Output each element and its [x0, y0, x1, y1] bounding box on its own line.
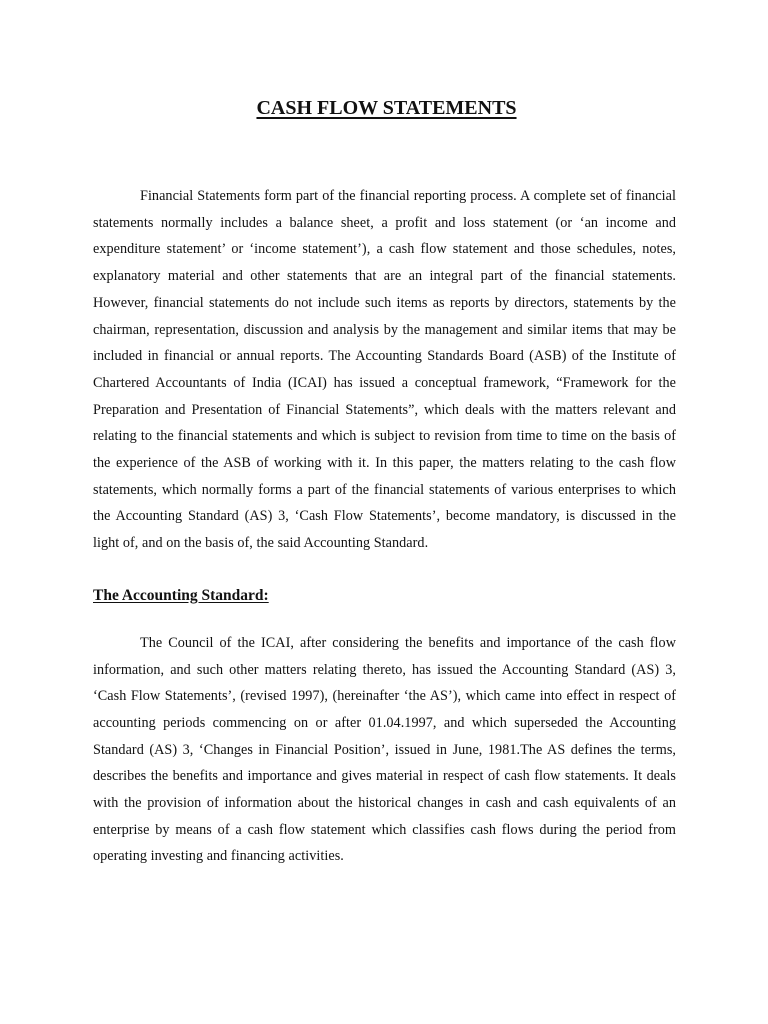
document-page	[93, 94, 676, 870]
section-heading-text: The Accounting Standard:	[93, 586, 269, 604]
section-paragraph: The Council of the ICAI, after considering the benefits and importance of the cash flow information, and such other matters relating thereto, has issued the Accounting Standard (AS) 3, ‘Cash Flow Statements’, (revised 1997), (hereinafter ‘the AS’), which came into effect in respect of accounting periods commencing on or after 01.04.1997, and which superseded the Accounting Standard (AS) 3, ‘Changes in Financial Position’, issued in June, 1981.The AS defines the terms, describes the benefits and importance and gives material in respect of cash flow statements. It deals with the provision of information about the historical changes in cash and cash equivalents of an enterprise by means of a cash flow statement which classifies cash flows during the period from operating investing and financing activities.	[93, 634, 676, 865]
intro-paragraph: Financial Statements form part of the financial reporting process. A complete set of financial statements normally includes a balance sheet, a profit and loss statement (or ‘an income and expenditure statement’ or ‘income statement’), a cash flow statement and those schedules, notes, explanatory material and other statements that are an integral part of the financial statements. However, financial statements do not include such items as reports by directors, statements by the chairman, representation, discussion and analysis by the management and similar items that may be included in financial or annual reports. The Accounting Standards Board (ASB) of the Institute of Chartered Accountants of India (ICAI) has issued a conceptual framework, “Framework for the Preparation and Presentation of Financial Statements”, which deals with the matters relevant and relating to the financial statements and which is subject to revision from time to time on the basis of the experience of the ASB of working with it. In this paper, the matters relating to the cash flow statements, which normally forms a part of the financial statements of various enterprises to which the Accounting Standard (AS) 3, ‘Cash Flow Statements’, become mandatory, is discussed in the light of, and on the basis of, the said Accounting Standard.	[93, 188, 676, 552]
page-title-text: CASH FLOW STATEMENTS	[256, 97, 517, 119]
page-title	[93, 94, 676, 122]
section-heading	[93, 584, 676, 608]
